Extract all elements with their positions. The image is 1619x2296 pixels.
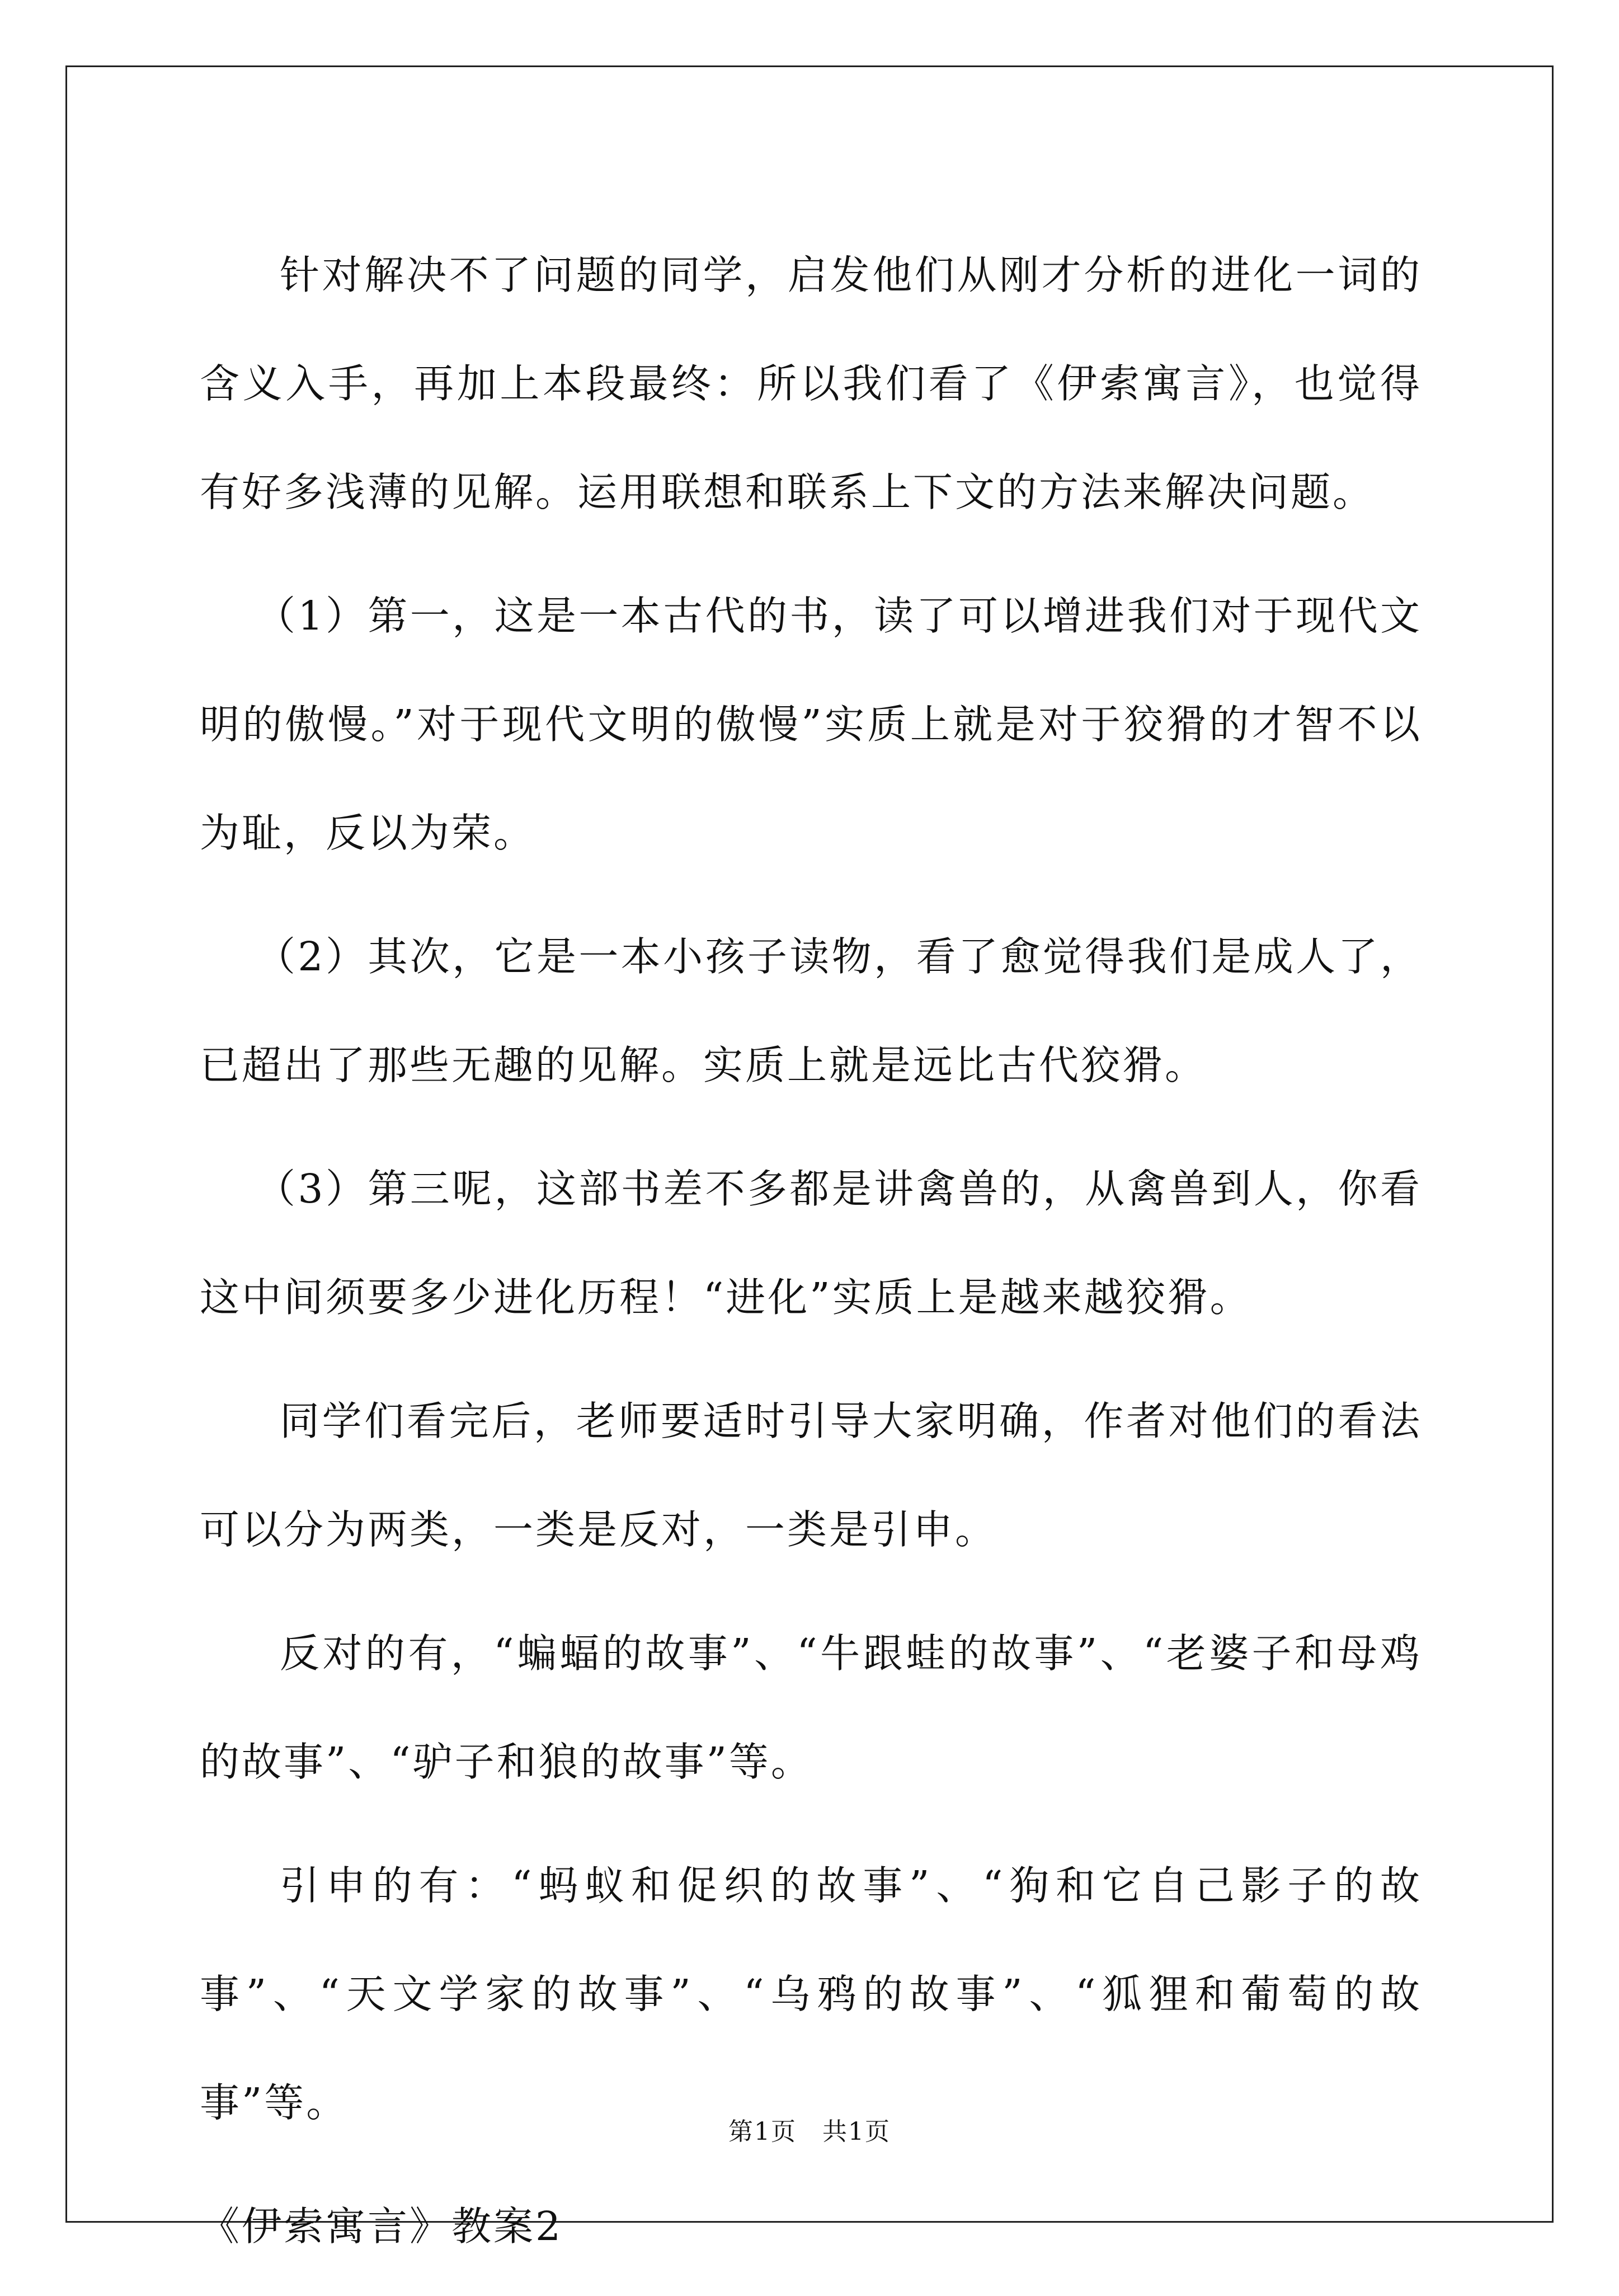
paragraph-5: 同学们看完后，老师要适时引导大家明确，作者对他们的看法可以分为两类，一类是反对，一类是引申。 <box>200 1398 1422 1553</box>
section-heading: 《伊索寓言》教案2 <box>200 2203 563 2250</box>
paragraph-3: （2）其次，它是一本小孩子读物，看了愈觉得我们是成人了，已超出了那些无趣的见解。实质上就是远比古代狡猾。 <box>200 933 1422 1088</box>
paragraph-7: 引申的有：“蚂蚁和促织的故事”、“狗和它自己影子的故事”、“天文学家的故事”、“乌鸦的故事”、“狐狸和葡萄的故事”等。 <box>200 1862 1422 2126</box>
document-body <box>200 221 1422 2296</box>
paragraph-4: （3）第三呢，这部书差不多都是讲禽兽的，从禽兽到人，你看这中间须要多少进化历程！“进化”实质上是越来越狡猾。 <box>200 1166 1422 1321</box>
paragraph-6: 反对的有，“蝙蝠的故事”、“牛跟蛙的故事”、“老婆子和母鸡的故事”、“驴子和狼的故事”等。 <box>200 1630 1422 1785</box>
paragraph-1: 针对解决不了问题的同学，启发他们从刚才分析的进化一词的含义入手，再加上本段最终：所以我们看了《伊索寓言》，也觉得有好多浅薄的见解。运用联想和联系上下文的方法来解决问题。 <box>200 252 1422 515</box>
page-footer: 第1页 共1页 <box>728 2117 891 2146</box>
paragraph-2: （1）第一，这是一本古代的书，读了可以增进我们对于现代文明的傲慢。”对于现代文明的傲慢”实质上就是对于狡猾的才智不以为耻，反以为荣。 <box>200 593 1422 856</box>
